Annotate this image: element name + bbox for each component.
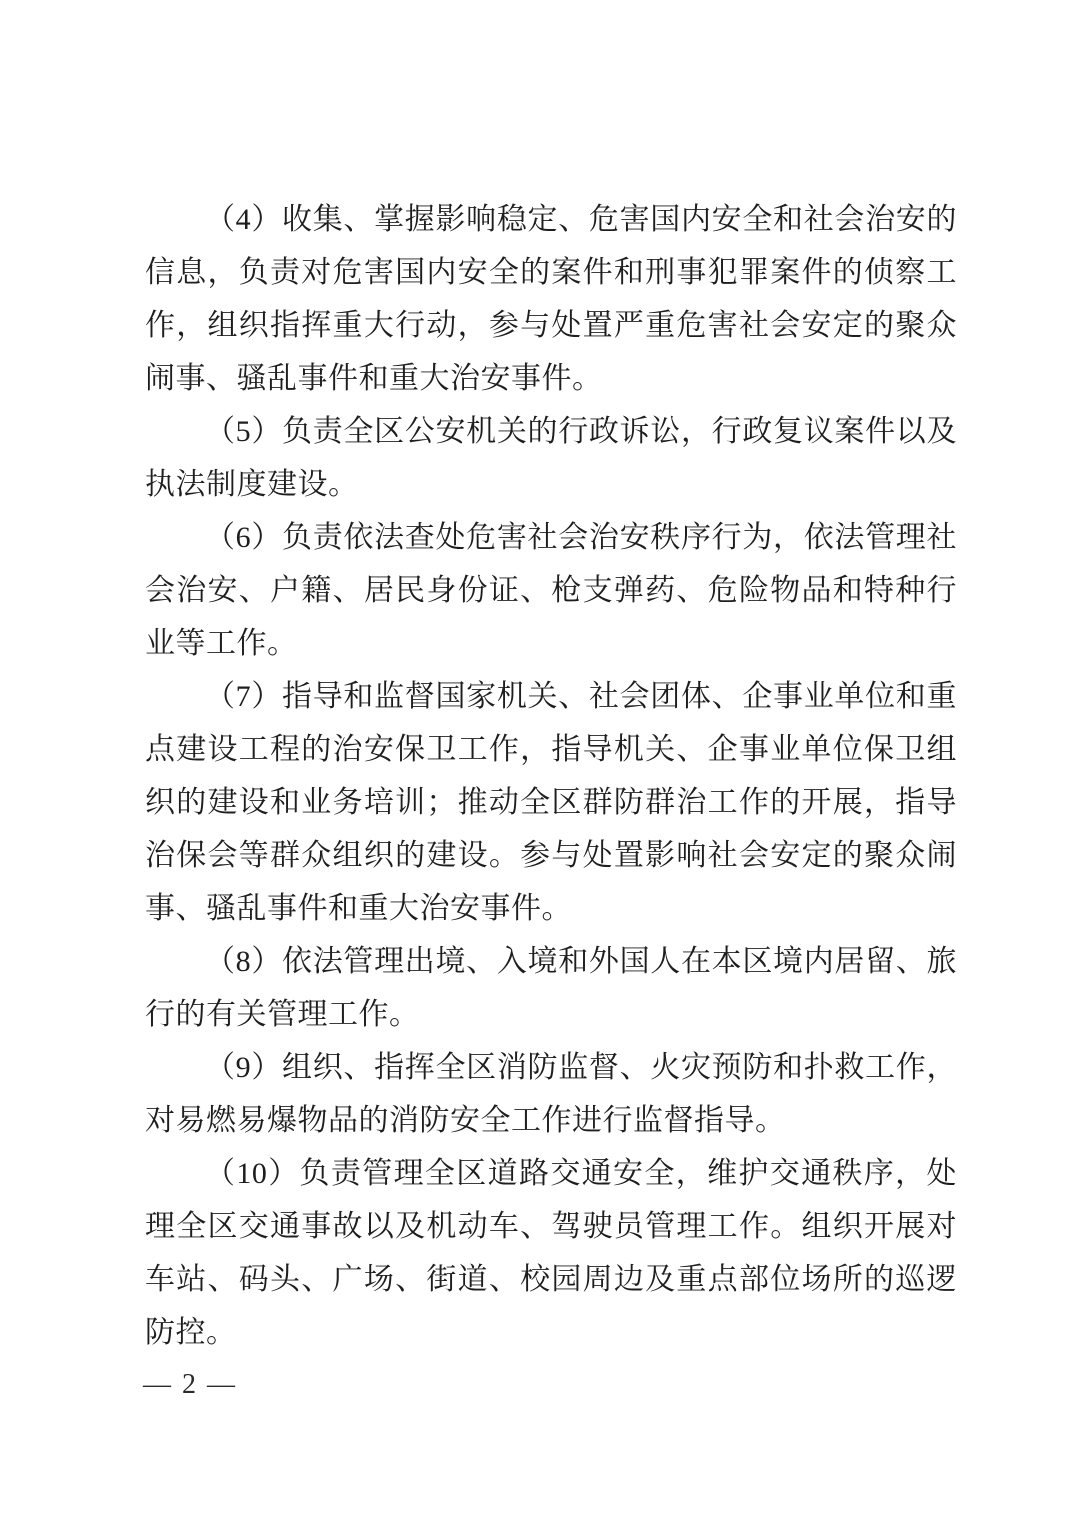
paragraph-item-9: （9）组织、指挥全区消防监督、火灾预防和扑救工作，对易燃易爆物品的消防安全工作进行监督指导。 bbox=[145, 1051, 957, 1137]
paragraph-item-6: （6）负责依法查处危害社会治安秩序行为，依法管理社会治安、户籍、居民身份证、枪支弹药、危险物品和特种行业等工作。 bbox=[145, 521, 957, 660]
paragraph-item-5: （5）负责全区公安机关的行政诉讼，行政复议案件以及执法制度建设。 bbox=[145, 415, 957, 501]
paragraph-item-10: （10）负责管理全区道路交通安全，维护交通秩序，处理全区交通事故以及机动车、驾驶员管理工作。组织开展对车站、码头、广场、街道、校园周边及重点部位场所的巡逻防控。 bbox=[145, 1157, 957, 1349]
page-footer bbox=[143, 1368, 237, 1402]
page-number: — 2 — bbox=[143, 1369, 237, 1400]
paragraph-item-4: （4）收集、掌握影响稳定、危害国内安全和社会治安的信息，负责对危害国内安全的案件和刑事犯罪案件的侦察工作，组织指挥重大行动，参与处置严重危害社会安定的聚众闹事、骚乱事件和重大治安事件。 bbox=[145, 203, 957, 395]
document-body bbox=[145, 193, 957, 1359]
paragraph-item-8: （8）依法管理出境、入境和外国人在本区境内居留、旅行的有关管理工作。 bbox=[145, 945, 957, 1031]
paragraph-item-7: （7）指导和监督国家机关、社会团体、企事业单位和重点建设工程的治安保卫工作，指导机关、企事业单位保卫组织的建设和业务培训；推动全区群防群治工作的开展，指导治保会等群众组织的建设。参与处置影响社会安定的聚众闹事、骚乱事件和重大治安事件。 bbox=[145, 680, 957, 925]
